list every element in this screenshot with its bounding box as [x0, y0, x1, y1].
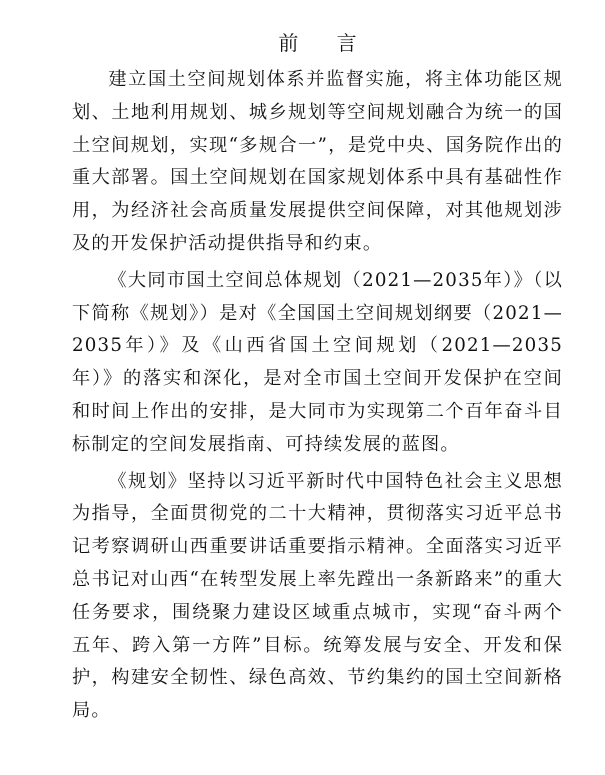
- document-title: 前 言: [278, 31, 373, 55]
- paragraph-2: 《大同市国土空间总体规划（2021—2035年）》（以下简称《规划》）是对《全国国土空间规划纲要（2021—2035年）》及《山西省国土空间规划（2021—2035年）》的落实和深化，是对全市国土空间开发保护在空间和时间上作出的安排，是大同市为实现第二个百年奋斗目标制定的空间发展指南、可持续发展的蓝图。: [72, 269, 563, 455]
- paragraph-3: 《规划》坚持以习近平新时代中国特色社会主义思想为指导，全面贯彻党的二十大精神，贯彻落实习近平总书记考察调研山西重要讲话重要指示精神。全面落实习近平总书记对山西“在转型发展上率先蹚出一条新路来”的重大任务要求，围绕聚力建设区域重点城市，实现“奋斗两个五年、跨入第一方阵”目标。统筹发展与安全、开发和保护，构建安全韧性、绿色高效、节约集约的国土空间新格局。: [72, 470, 563, 722]
- paragraph-1: 建立国土空间规划体系并监督实施，将主体功能区规划、土地利用规划、城乡规划等空间规划融合为统一的国土空间规划，实现“多规合一”，是党中央、国务院作出的重大部署。国土空间规划在国家规划体系中具有基础性作用，为经济社会高质量发展提供空间保障，对其他规划涉及的开发保护活动提供指导和约束。: [72, 69, 563, 254]
